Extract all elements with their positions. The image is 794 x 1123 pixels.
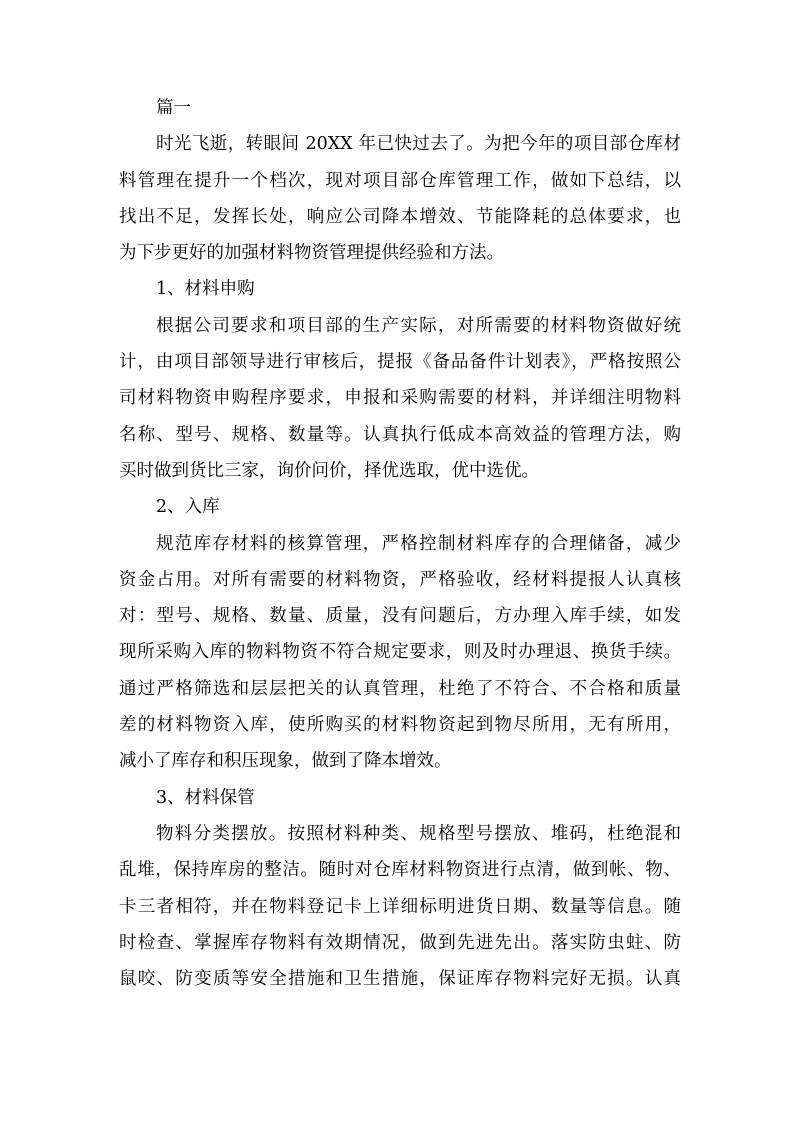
paragraph-line: 为下步更好的加强材料物资管理提供经验和方法。: [119, 243, 504, 264]
section-heading: 3、材料保管: [156, 787, 255, 808]
paragraph-line: 对：型号、规格、数量、质量，没有问题后，方办理入库手续，如发: [119, 606, 681, 627]
paragraph-line: 找出不足，发挥长处，响应公司降本增效、节能降耗的总体要求，也: [119, 206, 681, 227]
section-heading: 1、材料申购: [156, 279, 255, 300]
paragraph-line: 司材料物资申购程序要求，申报和采购需要的材料，并详细注明物料: [119, 388, 681, 409]
paragraph-line: 时检查、掌握库存物料有效期情况，做到先进先出。落实防虫蛀、防: [119, 932, 681, 953]
paragraph-line: 鼠咬、防变质等安全措施和卫生措施，保证库存物料完好无损。认真: [119, 969, 681, 990]
document-title: 篇一: [156, 98, 191, 118]
paragraph-line: 规范库存材料的核算管理，严格控制材料库存的合理储备，减少: [156, 533, 681, 554]
paragraph-line: 差的材料物资入库，使所购买的材料物资起到物尽所用，无有所用，: [119, 715, 681, 736]
paragraph-line: 现所采购入库的物料物资不符合规定要求，则及时办理退、换货手续。: [119, 642, 681, 663]
paragraph-line: 乱堆，保持库房的整洁。随时对仓库材料物资进行点清，做到帐、物、: [119, 860, 681, 881]
paragraph-line: 名称、型号、规格、数量等。认真执行低成本高效益的管理方法，购: [119, 424, 681, 445]
paragraph-line: 料管理在提升一个档次，现对项目部仓库管理工作，做如下总结，以: [119, 170, 681, 191]
paragraph-line: 物料分类摆放。按照材料种类、规格型号摆放、堆码，杜绝混和: [156, 823, 681, 844]
document-body: [119, 90, 681, 997]
paragraph-line: 资金占用。对所有需要的材料物资，严格验收，经材料提报人认真核: [119, 569, 681, 590]
paragraph-line: 通过严格筛选和层层把关的认真管理，杜绝了不符合、不合格和质量: [119, 678, 681, 699]
section-heading: 2、入库: [156, 497, 220, 518]
paragraph-line: 计，由项目部领导进行审核后，提报《备品备件计划表》，严格按照公: [119, 352, 681, 373]
paragraph-line: 买时做到货比三家，询价问价，择优选取，优中选优。: [119, 460, 539, 481]
paragraph-line: 根据公司要求和项目部的生产实际，对所需要的材料物资做好统: [156, 315, 681, 336]
paragraph-line: 减小了库存和积压现象，做到了降本增效。: [119, 751, 452, 772]
paragraph-line: 时光飞逝，转眼间 20XX 年已快过去了。为把今年的项目部仓库材: [156, 134, 681, 155]
paragraph-line: 卡三者相符，并在物料登记卡上详细标明进货日期、数量等信息。随: [119, 896, 681, 917]
